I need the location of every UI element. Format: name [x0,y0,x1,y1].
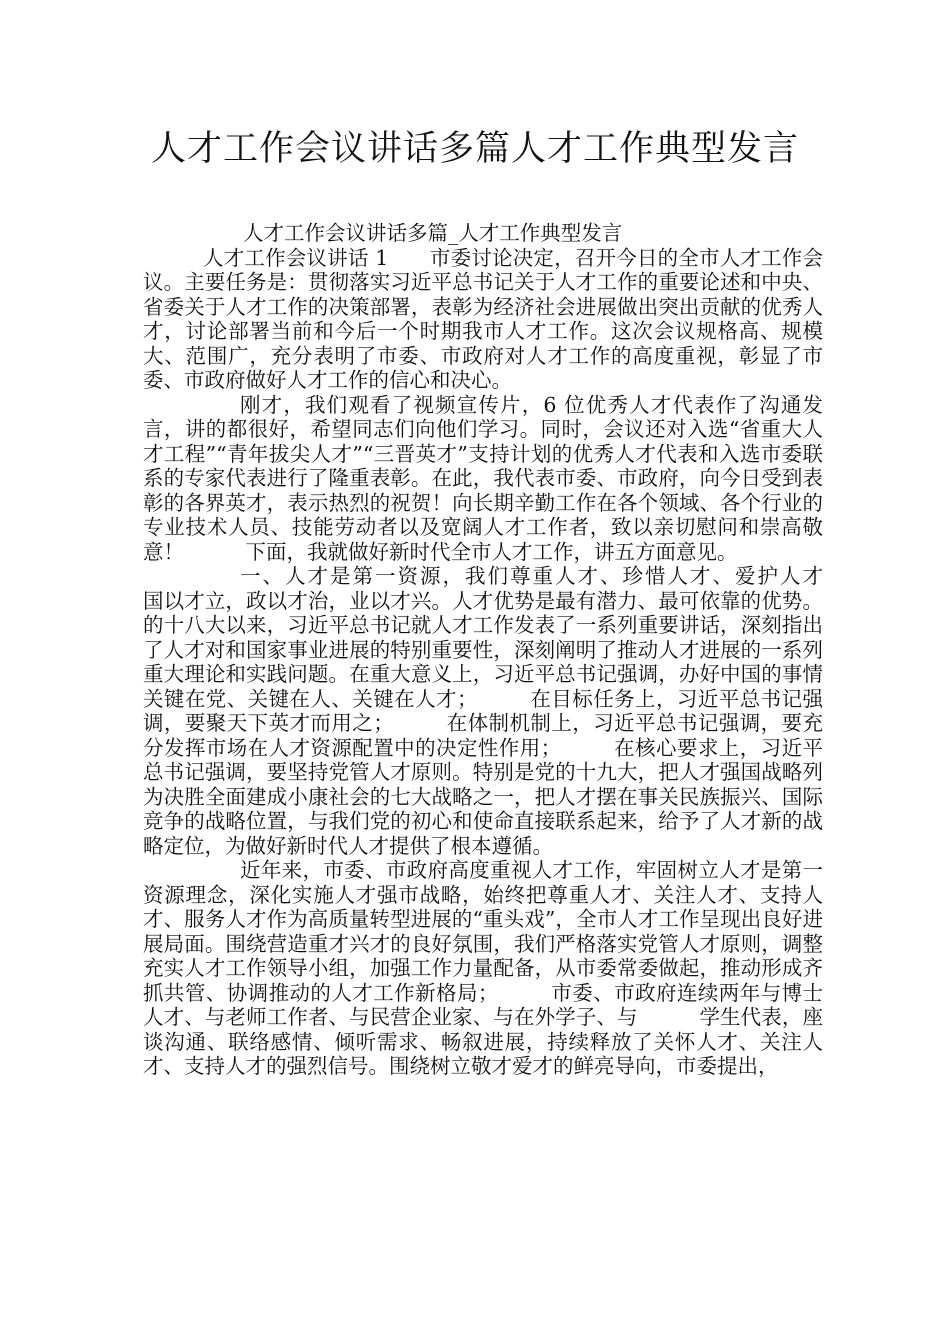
document-subtitle: 人才工作会议讲话多篇_人才工作典型发言 [243,221,623,245]
paragraph: 人才工作会议讲话 1 市委讨论决定，召开今日的全市人才工作会议。主要任务是：贯彻落实习近平总书记关于人才工作的重要论述和中央、省委关于人才工作的决策部署，表彰为经济社会进展做出突出贡献的优秀人才，讨论部署当前和今后一个时期我市人才工作。这次会议规格高、规模大、范围广，充分表明了市委、市政府对人才工作的高度重视，彰显了市委、市政府做好人才工作的信心和决心。 [143,245,823,392]
paragraph: 一、人才是第一资源，我们尊重人才、珍惜人才、爱护人才 国以才立，政以才治，业以才兴。人才优势是最有潜力、最可依靠的优势。的十八大以来，习近平总书记就人才工作发表了一系列重要讲话，深刻指出了人才对和国家事业进展的特别重要性，深刻阐明了推动人才进展的一系列重大理论和实践问题。在重大意义上，习近平总书记强调，办好中国的事情关键在党、关键在人、关键在人才； 在目标任务上，习近平总书记强调，要聚天下英才而用之； 在体制机制上，习近平总书记强调，要充分发挥市场在人才资源配置中的决定性作用； 在核心要求上，习近平总书记强调，要坚持党管人才原则。特别是党的十九大，把人才强国战略列为决胜全面建成小康社会的七大战略之一，把人才摆在事关民族振兴、国际竞争的战略位置，与我们党的初心和使命直接联系起来，给予了人才新的战略定位，为做好新时代人才提供了根本遵循。 [143,564,864,858]
paragraph: 刚才，我们观看了视频宣传片，6 位优秀人才代表作了沟通发言，讲的都很好，希望同志们向他们学习。同时，会议还对入选“省重大人才工程”“青年拔尖人才”“三晋英才”支持计划的优秀人才代表和入选市委联系的专家代表进行了隆重表彰。在此，我代表市委、市政府，向今日受到表彰的各界英才，表示热烈的祝贺！向长期辛勤工作在各个领域、各个行业的专业技术人员、技能劳动者以及宽阔人才工作者，致以亲切慰问和崇高敬意！ 下面，我就做好新时代全市人才工作，讲五方面意见。 [143,392,823,564]
document-title: 人才工作会议讲话多篇人才工作典型发言 [150,129,799,169]
paragraph: 近年来，市委、市政府高度重视人才工作，牢固树立人才是第一资源理念，深化实施人才强市战略，始终把尊重人才、关注人才、支持人才、服务人才作为高质量转型进展的“重头戏”，全市人才工作呈现出良好进展局面。围绕营造重才兴才的良好氛围，我们严格落实党管人才原则，调整充实人才工作领导小组，加强工作力量配备，从市委常委做起，推动形成齐抓共管、协调推动的人才工作新格局； 市委、市政府连续两年与博士人才、与老师工作者、与民营企业家、与在外学子、与 学生代表，座谈沟通、联络感情、倾听需求、畅叙进展，持续释放了关怀人才、关注人才、支持人才的强烈信号。围绕树立敬才爱才的鲜亮导向，市委提出， [143,858,823,1078]
document-body [143,221,864,1079]
